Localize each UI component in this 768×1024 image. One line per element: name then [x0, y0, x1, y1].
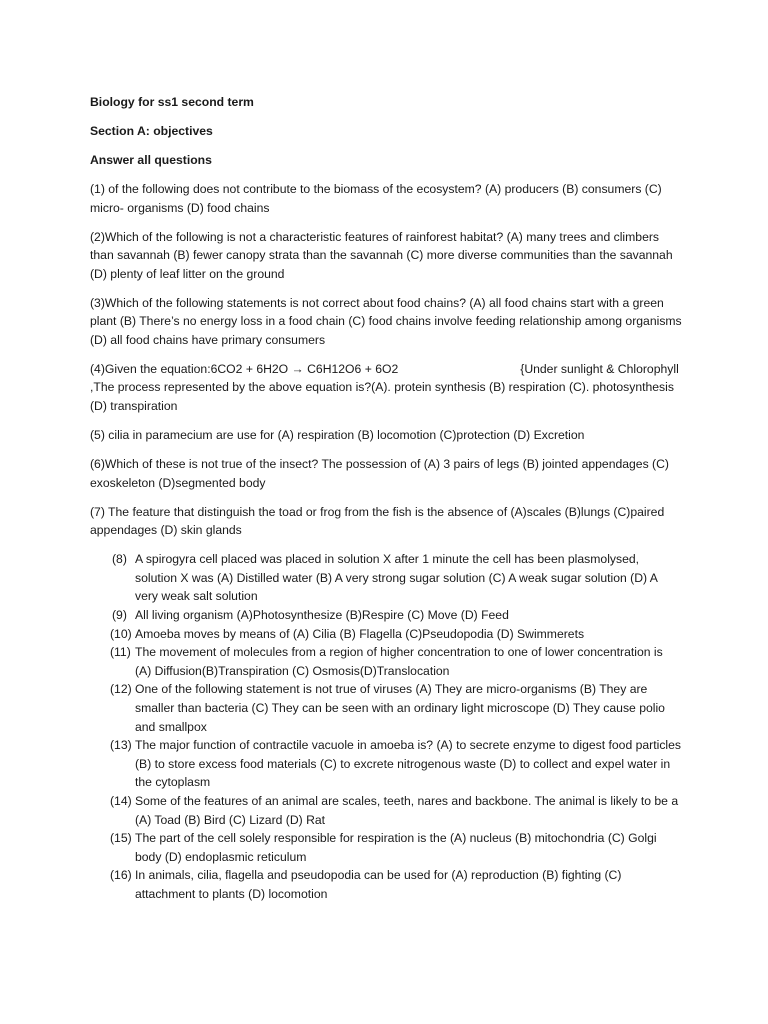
- question-5: (5) cilia in paramecium are use for (A) respiration (B) locomotion (C)protection (D) Excretion: [90, 428, 585, 443]
- question-1: (1) of the following does not contribute to the biomass of the ecosystem? (A) producers (B) consumers (C) micro- organisms (D) food chains: [90, 181, 662, 215]
- list-item: [90, 792, 682, 829]
- list-item-number: (13): [110, 738, 132, 753]
- list-item: [90, 680, 682, 736]
- list-item-text: The major function of contractile vacuole in amoeba is? (A) to secrete enzyme to digest food particles (B) to store excess food materials (C) to excrete nitrogenous waste (D) to collect and expel water in the cytoplasm: [135, 738, 682, 790]
- list-item-number: (12): [110, 682, 132, 697]
- list-item-number: (10): [110, 626, 132, 641]
- document-title: Biology for ss1 second term: [90, 95, 254, 109]
- numbered-question-list: [90, 550, 682, 903]
- question-3: (3)Which of the following statements is not correct about food chains? (A) all food chains start with a green plant (B) There’s no energy loss in a food chain (C) food chains involve feeding relationship among organisms (D) all food chains have primary consumers: [90, 295, 682, 347]
- question-4-equation: (4)Given the equation:6CO2 + 6H2O → C6H12O6 + 6O2: [90, 361, 399, 376]
- list-item-text: One of the following statement is not true of viruses (A) They are micro-organisms (B) They are smaller than bacteria (C) They can be seen with an ordinary light microscope (D) They cause polio and smallpox: [135, 682, 665, 734]
- list-item: [90, 550, 682, 606]
- list-item: [90, 606, 682, 625]
- question-4: [90, 360, 682, 416]
- list-item-text: The part of the cell solely responsible for respiration is the (A) nucleus (B) mitochondria (C) Golgi body (D) endoplasmic reticulum: [135, 831, 657, 864]
- instruction-heading: Answer all questions: [90, 152, 212, 167]
- list-item-text: In animals, cilia, flagella and pseudopodia can be used for (A) reproduction (B) fighting (C) attachment to plants (D) locomotion: [135, 868, 622, 901]
- question-6: (6)Which of these is not true of the insect? The possession of (A) 3 pairs of legs (B) jointed appendages (C) exoskeleton (D)segmented body: [90, 457, 669, 490]
- document-page: [90, 93, 682, 903]
- list-item-number: (15): [110, 831, 132, 846]
- question-7: (7) The feature that distinguish the toad or frog from the fish is the absence of (A)scales (B)lungs (C)paired appendages (D) skin glands: [90, 504, 665, 538]
- list-item-text: A spirogyra cell placed was placed in solution X after 1 minute the cell has been plasmolysed, solution X was (A) Distilled water (B) A very strong sugar solution (C) A weak sugar solution (D) A very weak salt solution: [135, 552, 658, 604]
- list-item-text: The movement of molecules from a region of higher concentration to one of lower concentration is (A) Diffusion(B)Transpiration (C) Osmosis(D)Translocation: [135, 645, 663, 678]
- list-item-text: All living organism (A)Photosynthesize (B)Respire (C) Move (D) Feed: [135, 607, 509, 622]
- list-item: [90, 829, 682, 866]
- question-2: (2)Which of the following is not a characteristic features of rainforest habitat? (A) many trees and climbers than savannah (B) fewer canopy strata than the savannah (C) more diverse communities than the savannah (D) plenty of leaf litter on the ground: [90, 229, 673, 281]
- list-item: [90, 643, 682, 680]
- list-item-number: (14): [110, 793, 132, 808]
- list-item-text: Amoeba moves by means of (A) Cilia (B) Flagella (C)Pseudopodia (D) Swimmerets: [135, 626, 585, 641]
- list-item-number: (8): [112, 552, 127, 567]
- list-item-text: Some of the features of an animal are scales, teeth, nares and backbone. The animal is likely to be a (A) Toad (B) Bird (C) Lizard (D) Rat: [135, 793, 679, 827]
- question-4-text: {Under sunlight & Chlorophyll ,The process represented by the above equation is?(A). protein synthesis (B) respiration (C). photosynthesis (D) transpiration: [90, 361, 679, 414]
- list-item-number: (9): [112, 607, 127, 622]
- list-item: [90, 866, 682, 903]
- section-heading: Section A: objectives: [90, 123, 213, 138]
- list-item-number: (16): [110, 868, 132, 883]
- list-item: [90, 736, 682, 792]
- list-item: [90, 625, 682, 644]
- list-item-number: (11): [110, 645, 131, 660]
